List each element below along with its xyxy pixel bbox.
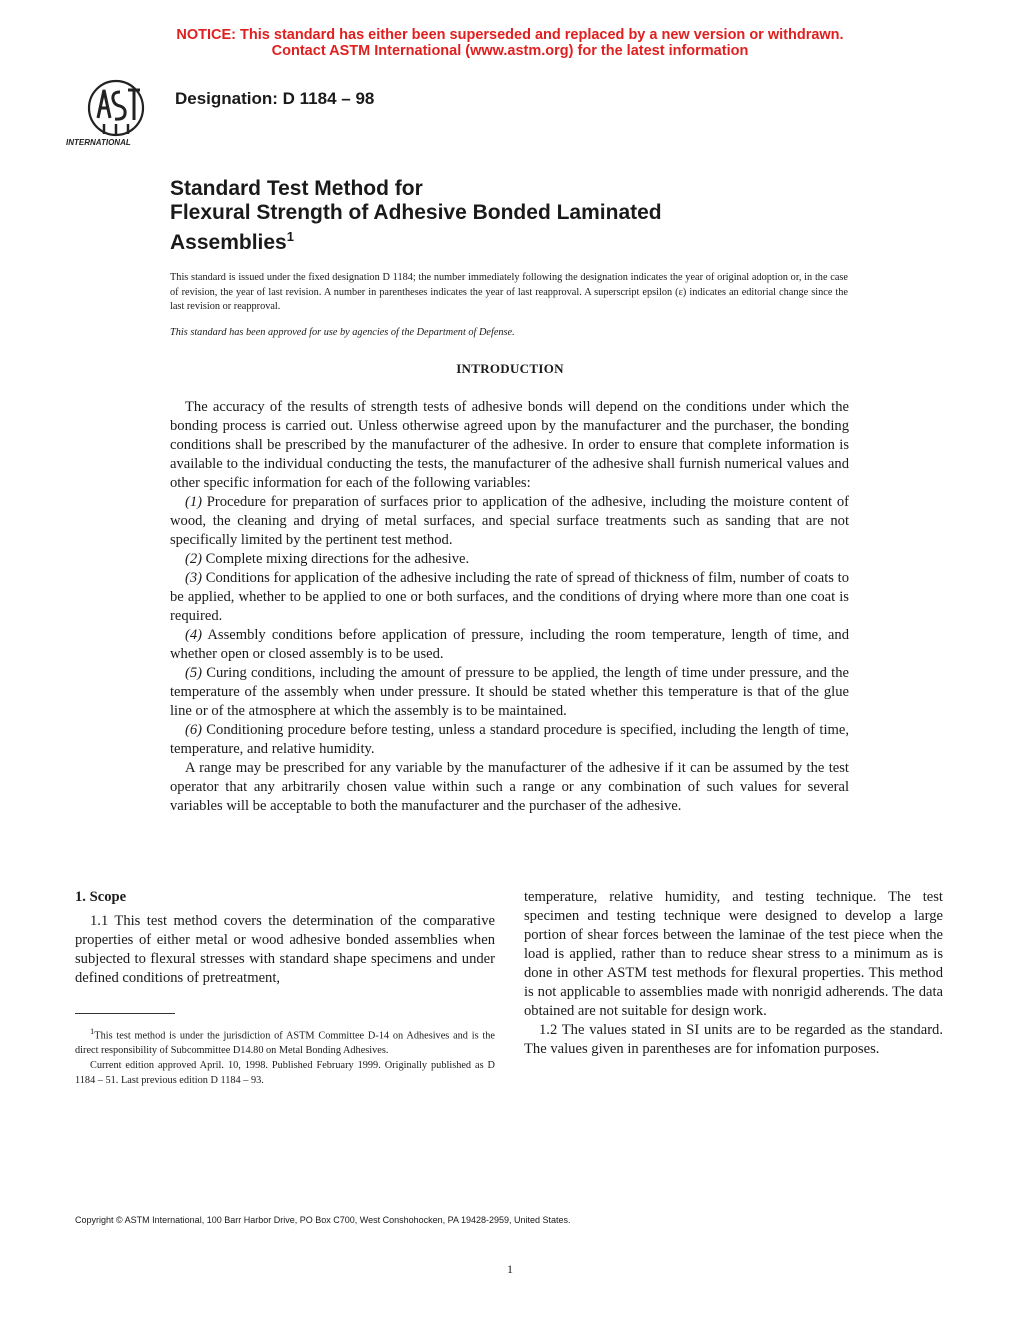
introduction-body: [170, 398, 849, 816]
item-number: (2): [185, 551, 203, 567]
astm-logo-icon: [64, 78, 162, 148]
introduction-item-4: [170, 626, 849, 664]
introduction-item-2: [170, 550, 849, 569]
footnote-1-text: This test method is under the jurisdiction of ASTM Committee D-14 on Adhesives and is the direct responsibility of Subcommittee D14.80 on Metal Bonding Adhesives.: [75, 1030, 495, 1057]
item-number: (6): [185, 722, 203, 738]
scope-1-1-continued: temperature, relative humidity, and testing technique. The test specimen and testing technique were designed to develop a large portion of shear forces between the laminae of the test piece when the load is applied, rather than to reduce shear stress to a minimum as is done in other ASTM test methods for flexural properties. This method is not applicable to assemblies made with nonrigid adherends. The data obtained are not suitable for design work.: [524, 889, 943, 1019]
title-line-3: [170, 224, 294, 255]
title-footnote-mark: 1: [286, 229, 294, 244]
scope-right-column: [524, 888, 943, 1059]
introduction-item-1: [170, 493, 849, 550]
page-number: 1: [507, 1262, 513, 1276]
dod-approval-note: This standard has been approved for use by agencies of the Department of Defense.: [170, 327, 515, 338]
introduction-item-6: [170, 721, 849, 759]
item-text: Complete mixing directions for the adhesive.: [202, 551, 470, 567]
issuance-note: This standard is issued under the fixed designation D 1184; the number immediately following the designation indicates the year of original adoption or, in the case of revision, the year of last revision. A number in parentheses indicates the year of last reapproval. A superscript epsilon (ε) indicates an editorial change since the last revision or reapproval.: [170, 272, 848, 313]
item-number: (3): [185, 570, 203, 586]
title-line-1: Standard Test Method for: [170, 177, 423, 200]
supersede-notice-line-2: Contact ASTM International (www.astm.org) for the latest information: [271, 43, 749, 59]
item-text: Assembly conditions before application of pressure, including the room temperature, length of time, and whether open or closed assembly is to be used.: [170, 627, 849, 662]
scope-heading: 1. Scope: [75, 889, 127, 905]
scope-left-column: [75, 888, 495, 988]
footnote-1: [75, 1024, 495, 1058]
item-number: (1): [185, 494, 203, 510]
item-text: Conditions for application of the adhesive including the rate of spread of thickness of film, number of coats to be applied, whether to be applied to one or both surfaces, and the conditions of drying where more than one coat is required.: [170, 570, 849, 624]
introduction-final-paragraph: A range may be prescribed for any variable by the manufacturer of the adhesive if it can be assumed by the test operator that any arbitrarily chosen value within such a range or any combination of such values for several variables will be acceptable to both the manufacturer and the purchaser of the adhesive.: [170, 760, 849, 814]
introduction-item-5: [170, 664, 849, 721]
introduction-heading: INTRODUCTION: [456, 361, 564, 376]
footnote-1-mark: 1: [90, 1026, 95, 1036]
item-text: Conditioning procedure before testing, unless a standard procedure is specified, including the length of time, temperature, and relative humidity.: [170, 722, 849, 757]
footnotes: [75, 1024, 495, 1088]
scope-1-2: 1.2 The values stated in SI units are to be regarded as the standard. The values given in parentheses are for infomation purposes.: [524, 1022, 943, 1057]
introduction-item-3: [170, 569, 849, 626]
copyright-line: Copyright © ASTM International, 100 Barr Harbor Drive, PO Box C700, West Conshohocken, PA 19428-2959, United States.: [75, 1215, 571, 1225]
item-number: (4): [185, 627, 203, 643]
footnote-2: Current edition approved April. 10, 1998. Published February 1999. Originally published as D 1184 – 51. Last previous edition D 1184 – 93.: [75, 1060, 495, 1087]
scope-1-1-start: 1.1 This test method covers the determination of the comparative properties of either metal or wood adhesive bonded assemblies when subjected to flexural stresses with standard shape specimens and under defined conditions of pretreatment,: [75, 913, 495, 986]
designation: Designation: D 1184 – 98: [175, 89, 375, 108]
item-number: (5): [185, 665, 203, 681]
logo-international-text: INTERNATIONAL: [66, 138, 131, 147]
introduction-paragraph: The accuracy of the results of strength tests of adhesive bonds will depend on the conditions under which the bonding process is carried out. Unless otherwise agreed upon by the manufacturer and the purchaser, the bonding conditions shall be prescribed by the manufacturer of the adhesive. In order to ensure that complete information is available to the individual conducting the tests, the manufacturer of the adhesive shall furnish numerical values and other specific information for each of the following variables:: [170, 399, 849, 491]
item-text: Procedure for preparation of surfaces prior to application of the adhesive, including the moisture content of wood, the cleaning and drying of metal surfaces, and special surface treatments such as sanding that are not specifically limited by the pertinent test method.: [170, 494, 849, 548]
title-line-2: Flexural Strength of Adhesive Bonded Laminated: [170, 201, 662, 224]
title-line-3-text: Assemblies: [170, 231, 287, 254]
astm-international-logo: [64, 78, 162, 148]
supersede-notice-line-1: NOTICE: This standard has either been superseded and replaced by a new version or withdrawn.: [176, 27, 844, 43]
item-text: Curing conditions, including the amount of pressure to be applied, the length of time under pressure, and the temperature of the assembly when under pressure. It should be stated whether this temperature is that of the glue line or of the atmosphere at which the assembly is to be maintained.: [170, 665, 849, 719]
footnote-divider: [75, 1013, 175, 1014]
